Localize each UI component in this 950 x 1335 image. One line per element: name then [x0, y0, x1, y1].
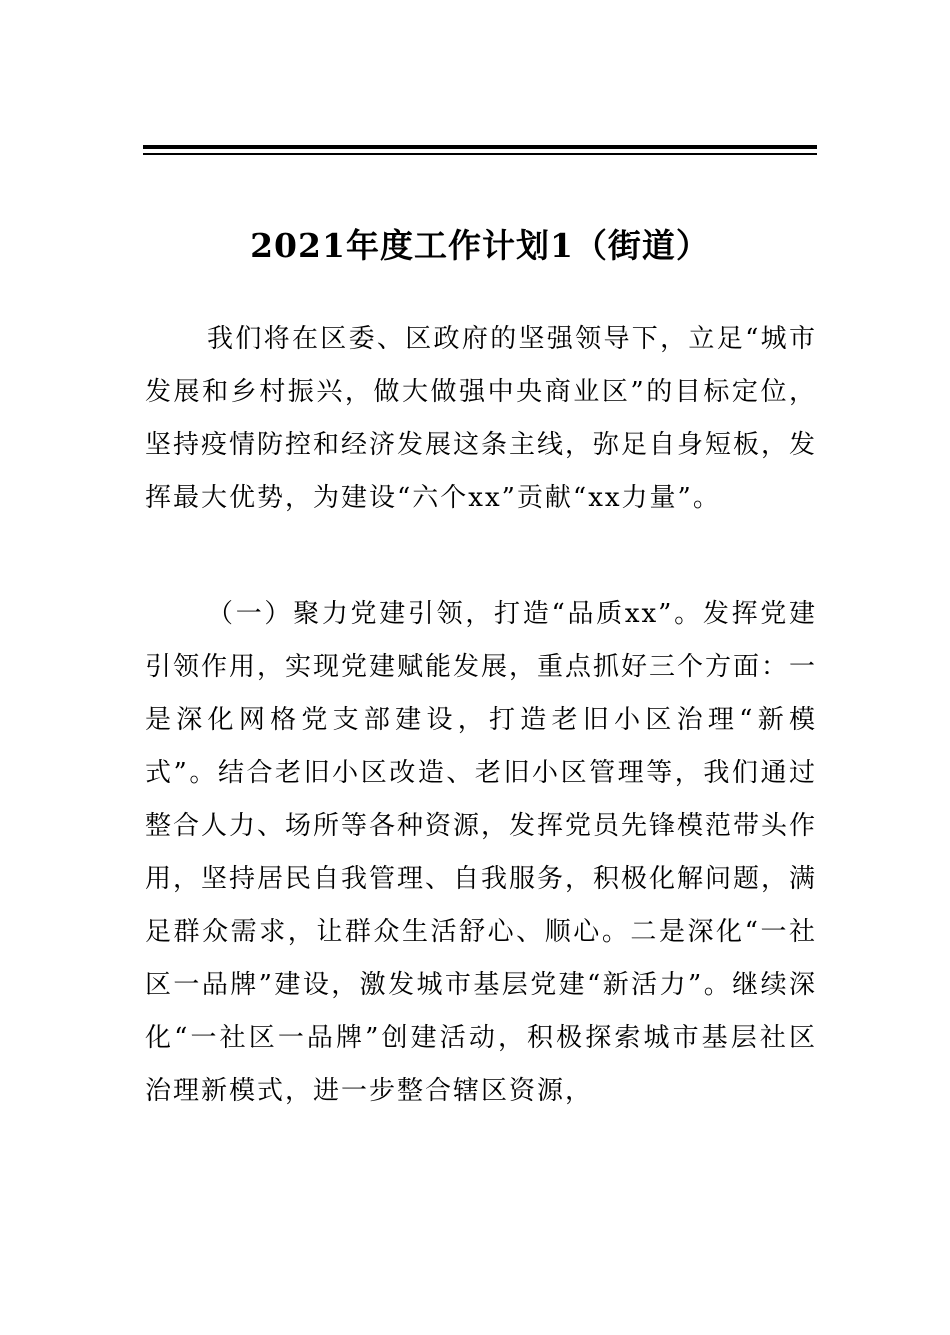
paragraph-intro: 我们将在区委、区政府的坚强领导下，立足“城市发展和乡村振兴，做大做强中央商业区”的目标定位，坚持疫情防控和经济发展这条主线，弥足自身短板，发挥最大优势，为建设“六个xx”贡献“xx力量”。	[145, 324, 818, 513]
document-title: 2021年度工作计划1（街道）	[250, 226, 710, 265]
paragraph-party-building: （一）聚力党建引领，打造“品质xx”。发挥党建引领作用，实现党建赋能发展，重点抓好三个方面：一是深化网格党支部建设，打造老旧小区治理“新模式”。结合老旧小区改造、老旧小区管理等，我们通过整合人力、场所等各种资源，发挥党员先锋模范带头作用，坚持居民自我管理、自我服务，积极化解问题，满足群众需求，让群众生活舒心、顺心。二是深化“一社区一品牌”建设，激发城市基层党建“新活力”。继续深化“一社区一品牌”创建活动，积极探索城市基层社区治理新模式，进一步整合辖区资源，	[145, 599, 818, 1106]
header-rule-thin	[143, 153, 817, 155]
header-rule-thick	[143, 145, 817, 149]
